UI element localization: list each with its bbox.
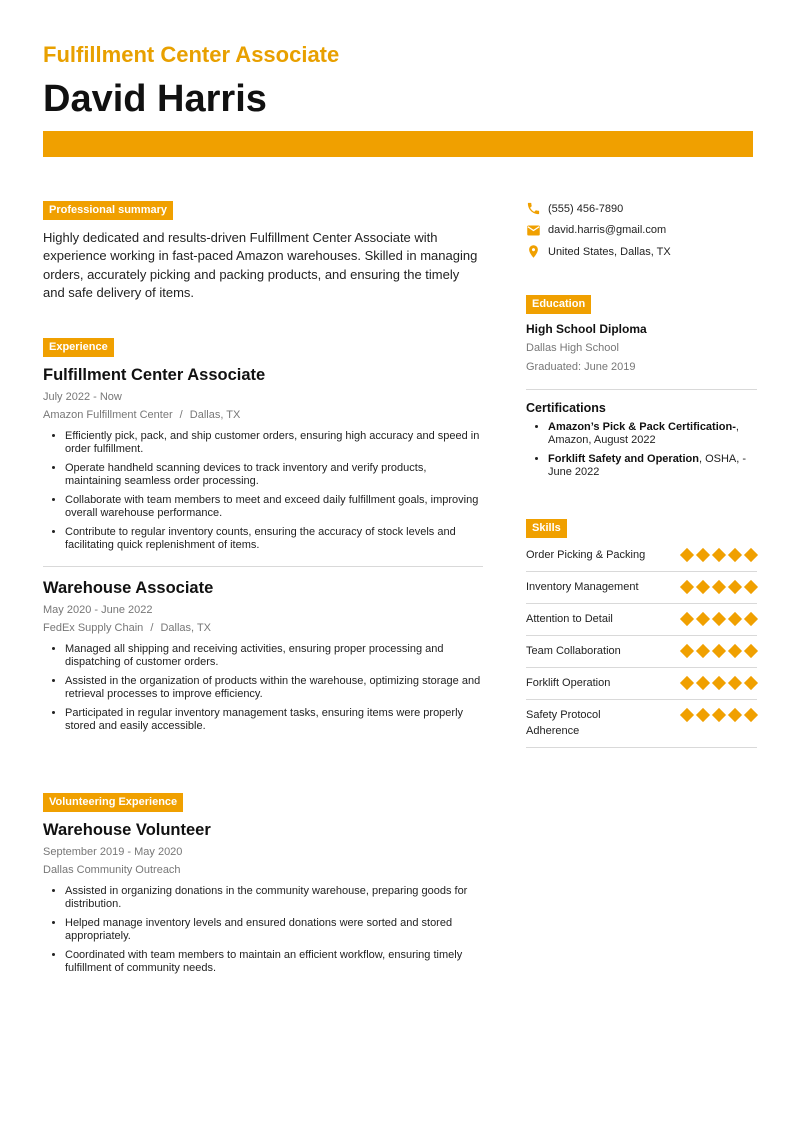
resume-job-title: Fulfillment Center Associate	[43, 42, 340, 67]
job-company-line	[43, 406, 483, 424]
rating-diamond-icon	[744, 644, 758, 658]
rating-diamond-icon	[680, 612, 694, 626]
rating-diamond-icon	[696, 612, 710, 626]
certifications-section	[526, 401, 757, 485]
rating-diamond-icon	[680, 708, 694, 722]
rating-diamond-icon	[680, 548, 694, 562]
rating-diamond-icon	[728, 548, 742, 562]
skill-rating	[681, 710, 757, 720]
volunteer-dates: September 2019 - May 2020	[43, 846, 183, 858]
location-pin-icon	[526, 244, 541, 259]
rating-diamond-icon	[728, 644, 742, 658]
summary-heading: Professional summary	[43, 201, 173, 220]
rating-diamond-icon	[696, 676, 710, 690]
job-bullet: • Managed all shipping and receiving activities, ensuring proper processing and dispatching of customer orders.	[65, 643, 483, 669]
job-bullet: • Operate handheld scanning devices to track inventory and verify products, maintaining seamless order processing.	[65, 462, 483, 488]
rating-diamond-icon	[712, 644, 726, 658]
rating-diamond-icon	[680, 580, 694, 594]
rating-diamond-icon	[744, 580, 758, 594]
email-icon	[526, 223, 541, 238]
skill-row	[526, 540, 757, 572]
rating-diamond-icon	[712, 580, 726, 594]
job-dates: May 2020 - June 2022	[43, 604, 153, 616]
certification-name: Amazon’s Pick & Pack Certification-	[548, 421, 736, 433]
rating-diamond-icon	[728, 708, 742, 722]
skill-row	[526, 572, 757, 604]
contact-email-text: david.harris@gmail.com	[548, 224, 667, 237]
contact-location-text: United States, Dallas, TX	[548, 245, 671, 258]
skill-name: Safety Protocol Adherence	[526, 709, 601, 737]
skill-name: Team Collaboration	[526, 645, 621, 657]
rating-diamond-icon	[696, 580, 710, 594]
skill-row	[526, 700, 757, 748]
rating-diamond-icon	[680, 644, 694, 658]
rating-diamond-icon	[696, 708, 710, 722]
skills-section	[526, 518, 757, 748]
certification-name: Forklift Safety and Operation	[548, 453, 699, 465]
education-heading: Education	[526, 295, 591, 314]
job-separator: /	[150, 622, 154, 634]
skills-heading: Skills	[526, 519, 567, 538]
job-location: Dallas, TX	[160, 622, 212, 634]
rating-diamond-icon	[744, 612, 758, 626]
job-separator: /	[179, 409, 183, 421]
job-bullet: • Contribute to regular inventory counts, ensuring the accuracy of stock levels and facilitating quick replenishment of items.	[65, 526, 483, 552]
rating-diamond-icon	[696, 548, 710, 562]
rating-diamond-icon	[680, 676, 694, 690]
volunteering-heading: Volunteering Experience	[43, 793, 183, 812]
candidate-name: David Harris	[43, 78, 267, 120]
rating-diamond-icon	[728, 580, 742, 594]
volunteer-bullet: • Assisted in organizing donations in the community warehouse, preparing goods for distribution.	[65, 885, 483, 911]
rating-diamond-icon	[728, 676, 742, 690]
job-company: Amazon Fulfillment Center	[43, 409, 173, 421]
job-title: Warehouse Associate	[43, 579, 214, 597]
volunteer-bullets	[43, 885, 483, 975]
rating-diamond-icon	[712, 676, 726, 690]
rating-diamond-icon	[712, 548, 726, 562]
contact-email	[526, 220, 757, 242]
skill-row	[526, 604, 757, 636]
volunteer-bullet: • Helped manage inventory levels and ensured donations were sorted and stored appropriately.	[65, 917, 483, 943]
volunteer-org: Dallas Community Outreach	[43, 864, 181, 876]
job-entry	[43, 366, 483, 552]
certifications-heading: Certifications	[526, 401, 606, 415]
education-degree: High School Diploma	[526, 322, 647, 336]
certification-detail: , Amazon, August 2022	[548, 421, 739, 446]
job-bullet: • Collaborate with team members to meet and exceed daily fulfillment goals, improving overall warehouse performance.	[65, 494, 483, 520]
certification-item	[548, 453, 757, 479]
job-company-line	[43, 619, 483, 637]
experience-heading: Experience	[43, 338, 114, 357]
skill-rating	[681, 678, 757, 688]
contact-section	[526, 198, 757, 263]
rating-diamond-icon	[696, 644, 710, 658]
skill-name: Attention to Detail	[526, 613, 613, 625]
phone-icon	[526, 201, 541, 216]
contact-location	[526, 241, 757, 263]
contact-phone	[526, 198, 757, 220]
skill-row	[526, 636, 757, 668]
certification-item	[548, 421, 757, 447]
job-location: Dallas, TX	[189, 409, 241, 421]
skill-row	[526, 668, 757, 700]
certification-detail: , OSHA, - June 2022	[548, 453, 747, 478]
rating-diamond-icon	[728, 612, 742, 626]
rating-diamond-icon	[744, 708, 758, 722]
rating-diamond-icon	[744, 676, 758, 690]
job-bullets	[43, 643, 483, 733]
job-dates: July 2022 - Now	[43, 391, 122, 403]
job-bullet: • Assisted in the organization of products within the warehouse, optimizing storage and retrieval processes to improve efficiency.	[65, 675, 483, 701]
certifications-list	[526, 421, 757, 479]
header-accent-bar	[43, 131, 753, 157]
skill-name: Order Picking & Packing	[526, 549, 646, 561]
job-bullets	[43, 430, 483, 552]
job-bullet: • Participated in regular inventory management tasks, ensuring items were properly stored and easily accessible.	[65, 707, 483, 733]
education-graduated: Graduated: June 2019	[526, 360, 636, 373]
contact-phone-text: (555) 456-7890	[548, 202, 624, 215]
rating-diamond-icon	[744, 548, 758, 562]
volunteer-title: Warehouse Volunteer	[43, 821, 211, 839]
skill-rating	[681, 646, 757, 656]
skill-name: Forklift Operation	[526, 677, 611, 689]
summary-text: Highly dedicated and results-driven Fulfillment Center Associate with experience working in fast-paced Amazon warehouses. Skilled in managing orders, accurately picking and packing products, and ensuring the timely and safe delivery of items.	[43, 230, 478, 300]
job-divider	[43, 566, 483, 567]
rating-diamond-icon	[712, 612, 726, 626]
education-section	[526, 294, 757, 376]
summary-section	[43, 200, 483, 302]
job-company: FedEx Supply Chain	[43, 622, 144, 634]
skill-rating	[681, 614, 757, 624]
skill-rating	[681, 582, 757, 592]
rating-diamond-icon	[712, 708, 726, 722]
job-bullet: • Efficiently pick, pack, and ship customer orders, ensuring high accuracy and speed in order fulfillment.	[65, 430, 483, 456]
job-title: Fulfillment Center Associate	[43, 366, 266, 384]
education-school: Dallas High School	[526, 342, 619, 354]
experience-section	[43, 337, 483, 739]
skill-name: Inventory Management	[526, 581, 639, 593]
volunteer-bullet: • Coordinated with team members to maintain an efficient workflow, ensuring timely fulfillment of community needs.	[65, 949, 483, 975]
skill-rating	[681, 550, 757, 560]
education-divider	[526, 389, 757, 390]
skills-list	[526, 540, 757, 748]
volunteering-section	[43, 792, 483, 981]
job-entry	[43, 579, 483, 733]
